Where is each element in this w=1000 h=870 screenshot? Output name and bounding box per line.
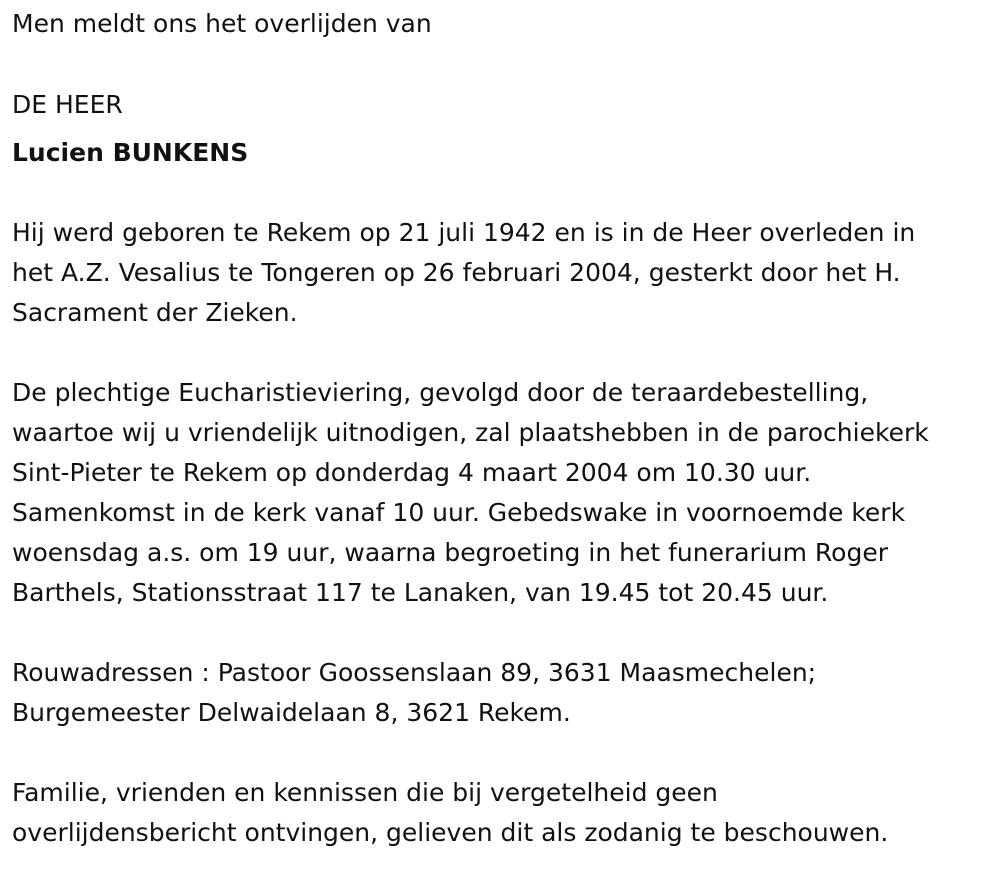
closing-paragraph — [12, 773, 992, 853]
paragraph-line: Burgemeester Delwaidelaan 8, 3621 Rekem. — [12, 698, 571, 727]
birth-death-paragraph — [12, 213, 992, 333]
paragraph-line: Samenkomst in de kerk vanaf 10 uur. Gebedswake in voornoemde kerk — [12, 498, 906, 527]
death-notice — [12, 4, 992, 853]
paragraph-line: Sacrament der Zieken. — [12, 298, 298, 327]
intro-text: Men meldt ons het overlijden van — [12, 9, 432, 38]
paragraph-line: Sint-Pieter te Rekem op donderdag 4 maart 2004 om 10.30 uur. — [12, 458, 812, 487]
paragraph-line: waartoe wij u vriendelijk uitnodigen, zal plaatshebben in de parochiekerk — [12, 418, 929, 447]
funeral-paragraph — [12, 373, 992, 613]
paragraph-line: Familie, vrienden en kennissen die bij vergetelheid geen — [12, 778, 718, 807]
paragraph-line: Barthels, Stationsstraat 117 te Lanaken, van 19.45 tot 20.45 uur. — [12, 578, 829, 607]
paragraph-line: overlijdensbericht ontvingen, gelieven dit als zodanig te beschouwen. — [12, 818, 889, 847]
deceased-name: Lucien BUNKENS — [12, 138, 249, 167]
paragraph-line: woensdag a.s. om 19 uur, waarna begroeting in het funerarium Roger — [12, 538, 888, 567]
title-heading: DE HEER — [12, 90, 123, 119]
paragraph-line: het A.Z. Vesalius te Tongeren op 26 februari 2004, gesterkt door het H. — [12, 258, 901, 287]
paragraph-line: Hij werd geboren te Rekem op 21 juli 1942 en is in de Heer overleden in — [12, 218, 916, 247]
addresses-paragraph — [12, 653, 992, 733]
paragraph-line: Rouwadressen : Pastoor Goossenslaan 89, 3631 Maasmechelen; — [12, 658, 817, 687]
paragraph-line: De plechtige Eucharistieviering, gevolgd door de teraardebestelling, — [12, 378, 869, 407]
